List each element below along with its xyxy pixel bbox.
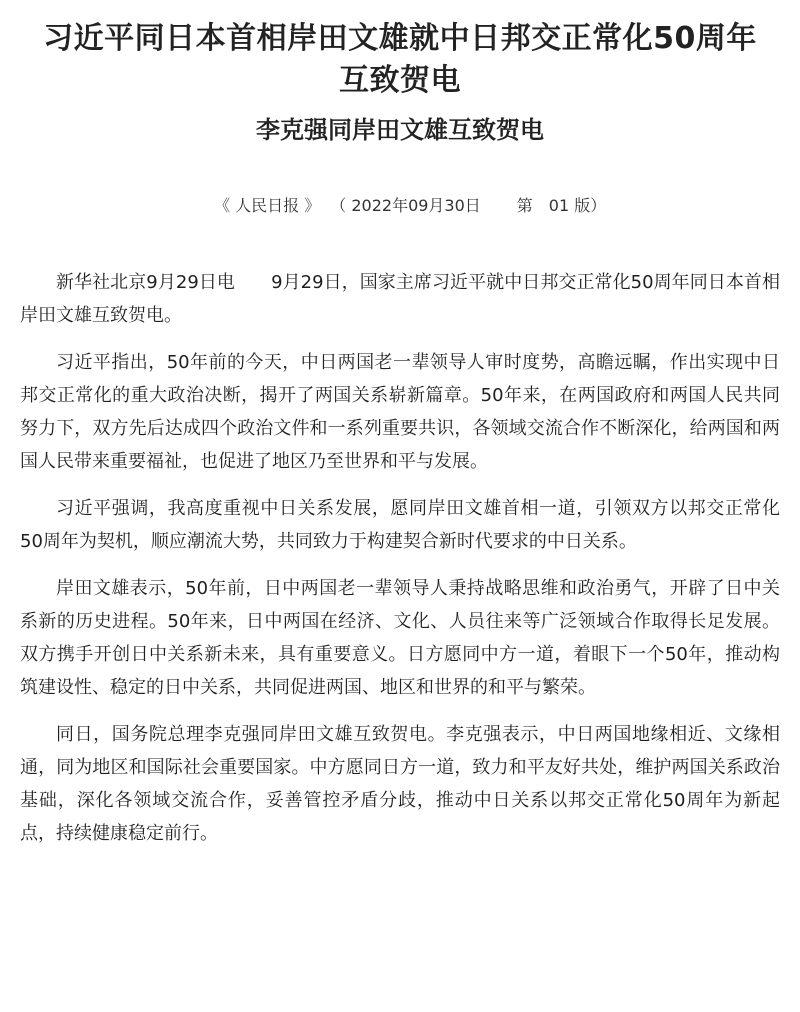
article-body <box>20 266 780 850</box>
source-line <box>20 170 780 242</box>
article-paragraph: 岸田文雄表示，50年前，日中两国老一辈领导人秉持战略思维和政治勇气，开辟了日中关系新的历史进程。50年来，日中两国在经济、文化、人员往来等广泛领域合作取得长足发展。双方携手开创日中关系新未来，具有重要意义。日方愿同中方一道，着眼下一个50年，推动构筑建设性、稳定的日中关系，共同促进两国、地区和世界的和平与繁荣。 <box>20 578 780 698</box>
article-paragraph: 新华社北京9月29日电 9月29日，国家主席习近平就中日邦交正常化50周年同日本首相岸田文雄互致贺电。 <box>20 272 780 326</box>
article-subheadline: 李克强同岸田文雄互致贺电 <box>256 116 544 144</box>
article-paragraph: 习近平强调，我高度重视中日关系发展，愿同岸田文雄首相一道，引领双方以邦交正常化50周年为契机，顺应潮流大势，共同致力于构建契合新时代要求的中日关系。 <box>20 498 780 552</box>
page-number: 第 01 版） <box>516 196 607 215</box>
article-paragraph: 同日，国务院总理李克强同岸田文雄互致贺电。李克强表示，中日两国地缘相近、文缘相通，同为地区和国际社会重要国家。中方愿同日方一道，致力和平友好共处，维护两国关系政治基础，深化各领域交流合作，妥善管控矛盾分歧，推动中日关系以邦交正常化50周年为新起点，持续健康稳定前行。 <box>20 724 780 844</box>
article-paragraph: 习近平指出，50年前的今天，中日两国老一辈领导人审时度势，高瞻远瞩，作出实现中日邦交正常化的重大政治决断，揭开了两国关系崭新篇章。50年来，在两国政府和两国人民共同努力下，双方先后达成四个政治文件和一系列重要共识，各领域交流合作不断深化，给两国和两国人民带来重要福祉，也促进了地区乃至世界和平与发展。 <box>20 352 780 472</box>
article-headline: 习近平同日本首相岸田文雄就中日邦交正常化50周年互致贺电 <box>43 21 757 98</box>
publication-name: 《 人民日报 》 <box>214 196 321 215</box>
publication-date: （ 2022年09月30日 <box>330 196 481 215</box>
